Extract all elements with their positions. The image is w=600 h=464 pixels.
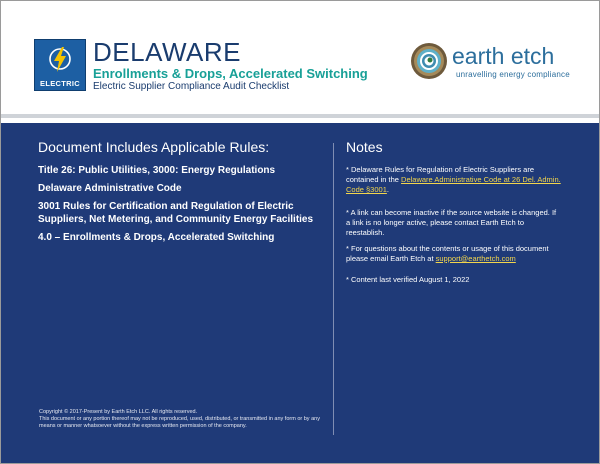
logo-label: ELECTRIC <box>40 79 80 88</box>
copyright-notice: This document or any portion thereof may not be reproduced, used, distributed, or transmitted in any form or by any means or manner whatsoever without the express written permission of the company. <box>39 416 320 429</box>
rule-item: Delaware Administrative Code <box>38 183 182 194</box>
column-divider <box>333 143 334 435</box>
earth-etch-logo-icon <box>409 41 449 81</box>
admin-code-link[interactable]: Delaware Administrative Code at 26 Del. Admin. Code §3001 <box>346 175 561 194</box>
state-title: DELAWARE <box>93 37 241 67</box>
electric-logo <box>34 39 86 91</box>
note-verified: * Content last verified August 1, 2022 <box>346 275 470 284</box>
rule-item: 4.0 – Enrollments & Drops, Accelerated Switching <box>38 232 275 243</box>
copyright <box>39 409 329 430</box>
rule-item: Title 26: Public Utilities, 3000: Energy Regulations <box>38 165 276 176</box>
note-questions <box>346 244 561 264</box>
support-email-link[interactable]: support@earthetch.com <box>435 254 516 263</box>
content-panel <box>1 123 599 463</box>
brand-tagline: unravelling energy compliance <box>456 70 570 79</box>
header-divider <box>1 114 599 118</box>
lightning-bolt-icon <box>48 43 72 77</box>
brand-name: earth etch <box>452 43 555 69</box>
notes-heading: Notes <box>346 139 383 155</box>
document-subtitle: Enrollments & Drops, Accelerated Switching <box>93 66 368 81</box>
note-source-suffix: . <box>386 185 389 194</box>
header <box>1 1 599 114</box>
note-source-text: * Delaware Rules for Regulation of Electric Suppliers are contained in the <box>346 165 535 184</box>
checklist-title: Electric Supplier Compliance Audit Checklist <box>93 81 290 92</box>
note-inactive-link: * A link can become inactive if the source website is changed. If a link is no longer active, please contact Earth Etch to reestablish. <box>346 208 557 237</box>
copyright-line: Copyright © 2017-Present by Earth Etch LLC. All rights reserved. <box>39 409 198 415</box>
note-questions-text: * For questions about the contents or usage of this document please email Earth Etch at <box>346 244 549 263</box>
rules-heading: Document Includes Applicable Rules: <box>38 139 270 155</box>
rule-item: 3001 Rules for Certification and Regulation of Electric Suppliers, Net Metering, and Community Energy Facilities <box>38 201 314 225</box>
note-source <box>346 165 561 195</box>
